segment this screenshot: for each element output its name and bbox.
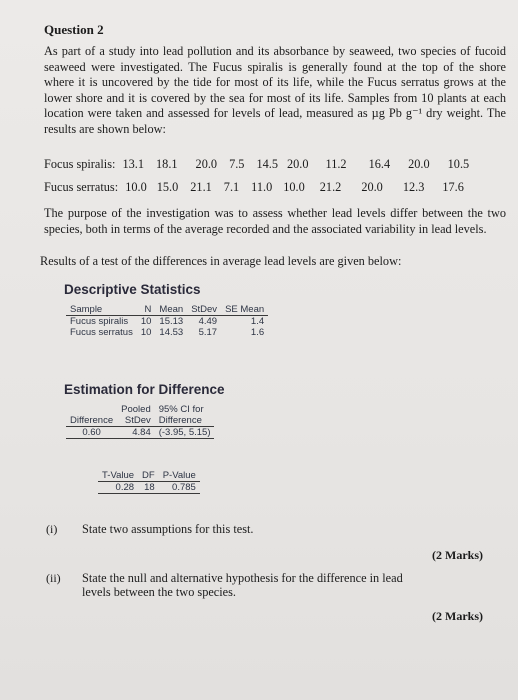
spiralis-label: Focus spiralis:	[44, 157, 116, 171]
estimation-title: Estimation for Difference	[64, 382, 225, 397]
data-value: 17.6	[442, 180, 464, 194]
part-number: (ii)	[46, 571, 61, 585]
col-header: P-Value	[159, 470, 200, 482]
serratus-values	[121, 180, 464, 194]
table-cell: 5.17	[198, 327, 218, 338]
estimation-header-row	[66, 415, 214, 427]
purpose-paragraph: The purpose of the investigation was to assess whether lead levels differ between the two species, both in terms of the average recorded and the associated variability in lead levels.	[44, 206, 506, 236]
table-cell: 15.13	[159, 316, 184, 327]
data-value: 21.1	[190, 180, 212, 194]
col-header	[66, 404, 117, 415]
serratus-data-row	[44, 180, 464, 195]
descriptive-header-row	[66, 304, 268, 316]
table-cell: 4.49	[198, 316, 218, 327]
data-value: 10.0	[125, 180, 147, 194]
table-row	[98, 482, 200, 494]
part-marks: (2 Marks)	[432, 548, 483, 562]
ttest-header-row	[98, 470, 200, 482]
spiralis-values	[118, 157, 469, 171]
col-header: T-Value	[98, 470, 138, 482]
descriptive-title: Descriptive Statistics	[64, 282, 201, 297]
table-cell: Fucus spiralis	[70, 316, 129, 327]
part-marks: (2 Marks)	[432, 609, 483, 623]
table-cell: 14.53	[159, 327, 184, 338]
col-header: N	[137, 304, 156, 316]
table-cell: Fucus serratus	[70, 327, 133, 338]
col-header: DF	[138, 470, 159, 482]
data-value: 7.5	[229, 157, 245, 171]
part-number: (i)	[46, 522, 58, 536]
col-header: SE Mean	[221, 304, 268, 316]
data-value: 14.5	[256, 157, 278, 171]
data-value: 20.0	[286, 157, 309, 171]
table-cell: 10	[140, 316, 152, 327]
data-value: 15.0	[156, 180, 179, 194]
col-header: Pooled	[121, 404, 151, 415]
data-value: 18.1	[156, 157, 178, 171]
table-cell: 1.4	[250, 316, 265, 327]
table-row	[66, 327, 268, 338]
data-value: 11.2	[325, 157, 347, 171]
data-value: 13.1	[122, 157, 145, 171]
col-header: Difference	[155, 415, 215, 427]
col-header: Mean	[155, 304, 187, 316]
data-value: 12.3	[402, 180, 425, 194]
table-cell: 0.785	[172, 482, 196, 493]
serratus-label: Fucus serratus:	[44, 180, 119, 194]
data-value: 20.0	[361, 180, 383, 194]
table-cell: 10	[140, 327, 152, 338]
ttest-table	[98, 470, 200, 494]
col-header: StDev	[117, 415, 155, 427]
table-row	[66, 316, 268, 328]
col-header: Sample	[66, 304, 137, 316]
data-value: 10.0	[283, 180, 305, 194]
question-title: Question 2	[44, 22, 104, 37]
table-cell: 1.6	[250, 327, 265, 338]
data-value: 20.0	[408, 157, 430, 171]
estimation-header-top-row	[66, 404, 214, 415]
table-cell: (-3.95, 5.15)	[158, 427, 211, 438]
data-value: 7.1	[223, 180, 240, 194]
table-cell: 18	[144, 482, 155, 493]
intro-paragraph: As part of a study into lead pollution and its absorbance by seaweed, two species of fucoid seaweed were investigated. The Fucus spiralis is generally found at the top of the shore where it is uncovered by the tide for most of its life, while the Fucus serratus grows at the lower shore and it is covered by the sea for most of its life. Samples from 10 plants at each location were taken and assessed for levels of lead, measured as µg Pb g⁻¹ dry weight. The results are shown below:	[44, 44, 506, 136]
data-value: 21.2	[319, 180, 342, 194]
table-row	[66, 427, 214, 439]
data-value: 16.4	[368, 157, 391, 171]
descriptive-table	[66, 304, 268, 338]
estimation-table	[66, 404, 214, 439]
part-question: State the null and alternative hypothesis for the difference in lead levels between the two species.	[82, 571, 403, 599]
data-value: 11.0	[251, 180, 273, 194]
data-value: 20.0	[195, 157, 218, 171]
table-cell: 4.84	[132, 427, 151, 438]
spiralis-data-row	[44, 157, 469, 172]
part-question: State two assumptions for this test.	[82, 522, 254, 536]
col-header: StDev	[187, 304, 221, 316]
table-cell: 0.60	[82, 427, 101, 438]
table-cell: 0.28	[115, 482, 135, 493]
results-intro: Results of a test of the differences in average lead levels are given below:	[40, 254, 402, 268]
col-header: Difference	[66, 415, 117, 427]
col-header: 95% CI for	[158, 404, 204, 415]
data-value: 10.5	[447, 157, 470, 171]
